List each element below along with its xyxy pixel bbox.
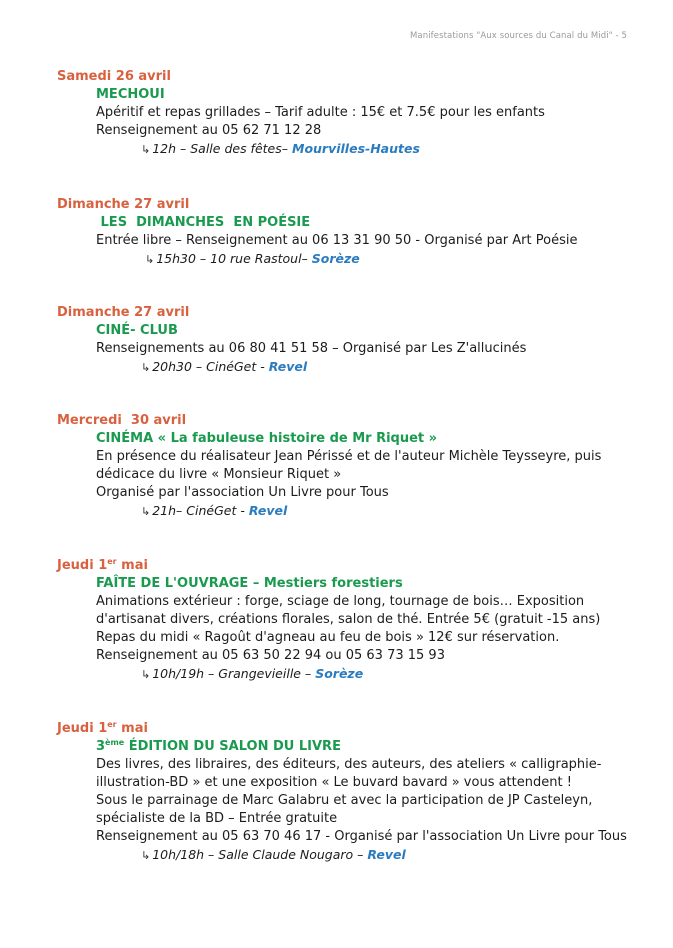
event-title: CINÉ- CLUB: [96, 323, 178, 338]
event-date-ordinal: er: [107, 557, 117, 566]
event-location: [141, 846, 647, 865]
event-town: Sorèze: [315, 666, 364, 681]
event-date: [57, 720, 647, 738]
event-description-line: Renseignements au 06 80 41 51 58 – Organisé par Les Z'allucinés: [96, 341, 527, 356]
event-title: LES DIMANCHES EN POÉSIE: [96, 215, 311, 230]
event-location: [141, 502, 647, 521]
event-entry: [57, 412, 647, 521]
event-entry: [57, 557, 647, 684]
event-description-line: illustration-BD » et une exposition « Le buvard bavard » vous attendent !: [96, 775, 572, 790]
event-date: Dimanche 27 avril: [57, 197, 190, 212]
event-location: [145, 250, 647, 269]
event-time: 10h/18h – Salle Claude Nougaro –: [152, 847, 364, 862]
event-description-line: spécialiste de la BD – Entrée gratuite: [96, 811, 338, 826]
event-town: Revel: [367, 847, 406, 862]
event-date: [57, 557, 647, 575]
event-town: Sorèze: [311, 251, 360, 266]
event-description-line: Animations extérieur : forge, sciage de long, tournage de bois… Exposition: [96, 594, 585, 609]
event-description-line: Apéritif et repas grillades – Tarif adulte : 15€ et 7.5€ pour les enfants: [96, 105, 545, 120]
event-date-day: Jeudi 1: [57, 721, 108, 736]
event-description-line: Des livres, des libraires, des éditeurs, des auteurs, des ateliers « calligraphie-: [96, 757, 602, 772]
edition-number: 3: [96, 739, 106, 754]
event-description-line: d'artisanat divers, créations florales, salon de thé. Entrée 5€ (gratuit -15 ans): [96, 612, 601, 627]
event-date-ordinal: er: [107, 720, 117, 729]
event-location: [141, 665, 647, 684]
event-location: [141, 140, 647, 159]
event-town: Revel: [248, 503, 288, 518]
event-town: Mourvilles-Hautes: [292, 141, 420, 156]
event-description-line: En présence du réalisateur Jean Périssé et de l'auteur Michèle Teysseyre, puis: [96, 449, 602, 464]
event-title: MECHOUI: [96, 87, 165, 102]
event-entry: [57, 196, 647, 269]
event-title: CINÉMA « La fabuleuse histoire de Mr Riquet »: [96, 431, 438, 446]
event-description-line: Renseignement au 05 63 50 22 94 ou 05 63 73 15 93: [96, 648, 445, 663]
event-entry: [57, 720, 647, 865]
time-arrow-icon: ↳: [141, 668, 151, 681]
event-entry: [57, 304, 647, 377]
event-description-line: Renseignement au 05 63 70 46 17 - Organisé par l'association Un Livre pour Tous: [96, 829, 627, 844]
event-time: 12h – Salle des fêtes–: [152, 141, 289, 156]
edition-ordinal: ème: [105, 738, 125, 747]
event-town: Revel: [268, 359, 308, 374]
event-time: 21h– CinéGet -: [152, 503, 245, 518]
time-arrow-icon: ↳: [141, 361, 151, 374]
event-date-day: Jeudi 1: [57, 558, 108, 573]
event-date-month: mai: [116, 721, 148, 736]
event-time: 15h30 – 10 rue Rastoul–: [156, 251, 308, 266]
time-arrow-icon: ↳: [141, 505, 151, 518]
event-description-line: Renseignement au 05 62 71 12 28: [96, 123, 322, 138]
event-description-line: Repas du midi « Ragoût d'agneau au feu de bois » 12€ sur réservation.: [96, 630, 560, 645]
event-description-line: Entrée libre – Renseignement au 06 13 31 90 50 - Organisé par Art Poésie: [96, 233, 578, 248]
event-time: 10h/19h – Grangevieille –: [152, 666, 312, 681]
time-arrow-icon: ↳: [141, 143, 151, 156]
event-description-line: Organisé par l'association Un Livre pour Tous: [96, 485, 389, 500]
event-description-line: dédicace du livre « Monsieur Riquet »: [96, 467, 342, 482]
time-arrow-icon: ↳: [145, 253, 155, 266]
event-date-month: mai: [116, 558, 148, 573]
event-date: Mercredi 30 avril: [57, 413, 187, 428]
event-location: [141, 358, 647, 377]
event-title: FAÎTE DE L'OUVRAGE – Mestiers forestiers: [96, 576, 403, 591]
event-time: 20h30 – CinéGet -: [152, 359, 265, 374]
event-date: Samedi 26 avril: [57, 69, 171, 84]
running-header: Manifestations "Aux sources du Canal du Midi" - 5: [409, 31, 627, 41]
event-date: Dimanche 27 avril: [57, 305, 190, 320]
event-title: [96, 738, 647, 756]
time-arrow-icon: ↳: [141, 849, 151, 862]
event-entry: [57, 68, 647, 159]
event-title-text: ÉDITION DU SALON DU LIVRE: [124, 739, 341, 754]
event-description-line: Sous le parrainage de Marc Galabru et avec la participation de JP Casteleyn,: [96, 793, 593, 808]
